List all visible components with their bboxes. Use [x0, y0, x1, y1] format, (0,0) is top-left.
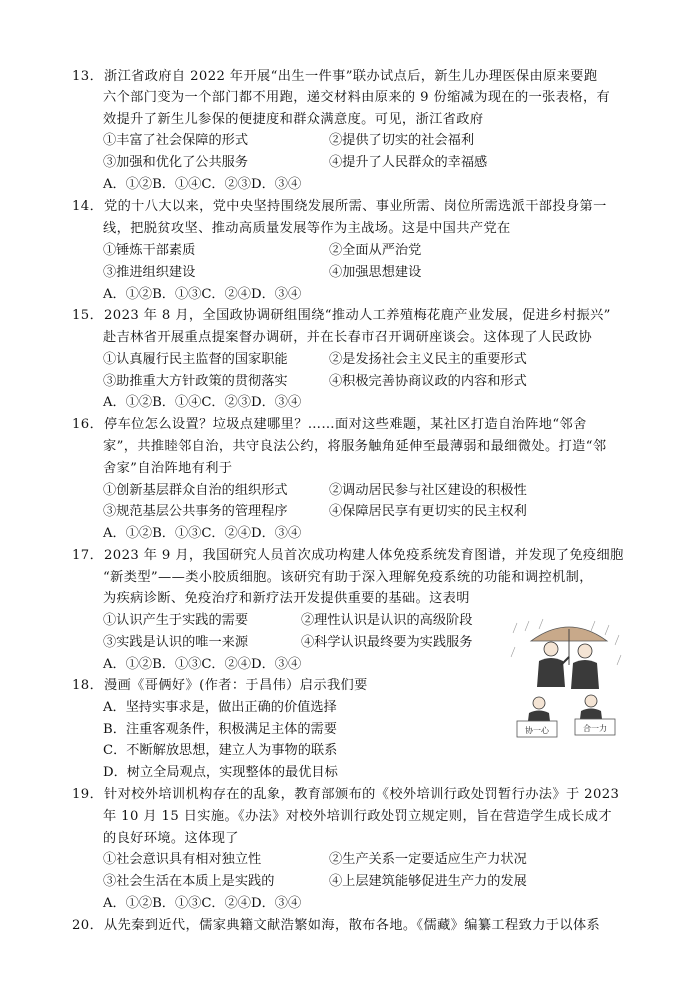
question-16-answers: A．①②B．①③C．②④D．③④ — [103, 526, 302, 541]
question-17-answers: A．①②B．①③C．②④D．③④ — [103, 657, 302, 672]
question-20-line-1: 20．从先秦到近代，儒家典籍文献浩繁如海，散布各地。《儒藏》编纂工程致力于以体系 — [72, 918, 601, 933]
question-17-line-1: 17．2023 年 9 月，我国研究人员首次成功构建人体免疫系统发育图谱，并发现了免疫细胞 — [72, 548, 624, 563]
question-15-option-2: ②是发扬社会主义民主的重要形式 — [329, 352, 527, 367]
question-13-answers: A．①②B．①④C．②③D．③④ — [103, 177, 302, 192]
cartoon-illustration — [509, 617, 625, 749]
question-19-answers: A．①②B．①③C．②④D．③④ — [103, 896, 302, 911]
question-14-option-3: ③推进组织建设 — [103, 265, 196, 280]
question-15-answers: A．①②B．①④C．②③D．③④ — [103, 395, 302, 410]
question-16-line-2: 家”，共推睦邻自治，共守良法公约，将服务触角延伸至最薄弱和最细微处。打造“邻 — [103, 439, 607, 454]
question-16-option-1: ①创新基层群众自治的组织形式 — [103, 483, 288, 498]
question-17-line-3: 为疾病诊断、免疫治疗和新疗法开发提供重要的基础。这表明 — [103, 591, 470, 606]
man-left-figure — [537, 642, 569, 687]
question-15-line-1: 15．2023 年 8 月，全国政协调研组围绕“推动人工养殖梅花鹿产业发展，促进乡村振兴” — [72, 308, 611, 323]
man-right-figure — [571, 644, 599, 689]
question-19-line-2: 年 10 月 15 日实施。《办法》对校外培训行政处罚立规定则，旨在营造学生成长成才 — [103, 809, 612, 824]
question-14-option-2: ②全面从严治党 — [329, 243, 422, 258]
question-14-line-1: 14．党的十八大以来，党中央坚持围绕发展所需、事业所需、岗位所需选派干部投身第一 — [72, 199, 607, 214]
question-19-option-2: ②生产关系一定要适应生产力状况 — [329, 852, 527, 867]
question-13-option-3: ③加强和优化了公共服务 — [103, 155, 249, 170]
question-15-option-1: ①认真履行民主监督的国家职能 — [103, 352, 288, 367]
umbrella-icon — [531, 627, 607, 665]
question-13-line-3: 效提升了新生儿参保的便捷度和群众满意度。可见，浙江省政府 — [103, 112, 484, 127]
question-16-line-3: 舍家”自治阵地有利于 — [103, 461, 233, 476]
question-17-option-3: ③实践是认识的唯一来源 — [103, 635, 249, 650]
question-19-line-1: 19．针对校外培训机构存在的乱象，教育部颁布的《校外培训行政处罚暂行办法》于 2023 — [72, 787, 620, 802]
question-16-option-2: ②调动居民参与社区建设的积极性 — [329, 483, 527, 498]
lower-panel — [517, 695, 615, 737]
question-15-option-3: ③助推重大方针政策的贯彻落实 — [103, 374, 288, 389]
question-17-option-2: ②理性认识是认识的高级阶段 — [301, 613, 473, 628]
question-13-option-4: ④提升了人民群众的幸福感 — [329, 155, 488, 170]
question-19-option-4: ④上层建筑能够促进生产力的发展 — [329, 874, 527, 889]
question-14-option-1: ①锤炼干部素质 — [103, 243, 196, 258]
question-18-option-a: A．坚持实事求是，做出正确的价值选择 — [103, 700, 337, 715]
question-16-line-1: 16．停车位怎么设置？垃圾点建哪里？……面对这些难题，某社区打造自治阵地“邻舍 — [72, 417, 587, 432]
sign-left-text: 协一心 — [525, 726, 549, 735]
question-19-option-1: ①社会意识具有相对独立性 — [103, 852, 262, 867]
question-14-line-2: 线，把脱贫攻坚、推动高质量发展等作为主战场。这是中国共产党在 — [103, 221, 511, 236]
question-18-option-d: D．树立全局观点，实现整体的最优目标 — [103, 765, 338, 780]
question-13-option-1: ①丰富了社会保障的形式 — [103, 133, 249, 148]
question-18-option-c: C．不断解放思想，建立人为事物的联系 — [103, 743, 338, 758]
question-13-line-1: 13．浙江省政府自 2022 年开展“出生一件事”联办试点后，新生儿办理医保由原来要跑 — [72, 69, 598, 84]
question-19-line-3: 的良好环境。这体现了 — [103, 831, 239, 846]
question-18-option-b: B．注重客观条件，积极满足主体的需要 — [103, 722, 337, 737]
question-18-line-1: 18．漫画《哥俩好》(作者：于昌伟）启示我们要 — [72, 678, 368, 693]
question-17-line-2: “新类型”——类小胶质细胞。该研究有助于深入理解免疫系统的功能和调控机制， — [103, 570, 593, 585]
question-13-option-2: ②提供了切实的社会福利 — [329, 133, 475, 148]
question-16-option-4: ④保障居民享有更切实的民主权利 — [329, 504, 527, 519]
question-17-option-4: ④科学认识最终要为实践服务 — [301, 635, 473, 650]
question-16-option-3: ③规范基层公共事务的管理程序 — [103, 504, 288, 519]
question-13-line-2: 六个部门变为一个部门都不用跑，递交材料由原来的 9 份缩减为现在的一张表格，有 — [103, 90, 611, 105]
question-19-option-3: ③社会生活在本质上是实践的 — [103, 874, 275, 889]
sign-right-text: 合一力 — [583, 724, 607, 733]
question-15-line-2: 赴吉林省开展重点提案督办调研，并在长春市召开调研座谈会。这体现了人民政协 — [103, 330, 593, 345]
question-15-option-4: ④积极完善协商议政的内容和形式 — [329, 374, 527, 389]
question-17-option-1: ①认识产生于实践的需要 — [103, 613, 249, 628]
question-14-answers: A．①②B．①③C．②④D．③④ — [103, 287, 302, 302]
question-14-option-4: ④加强思想建设 — [329, 265, 422, 280]
